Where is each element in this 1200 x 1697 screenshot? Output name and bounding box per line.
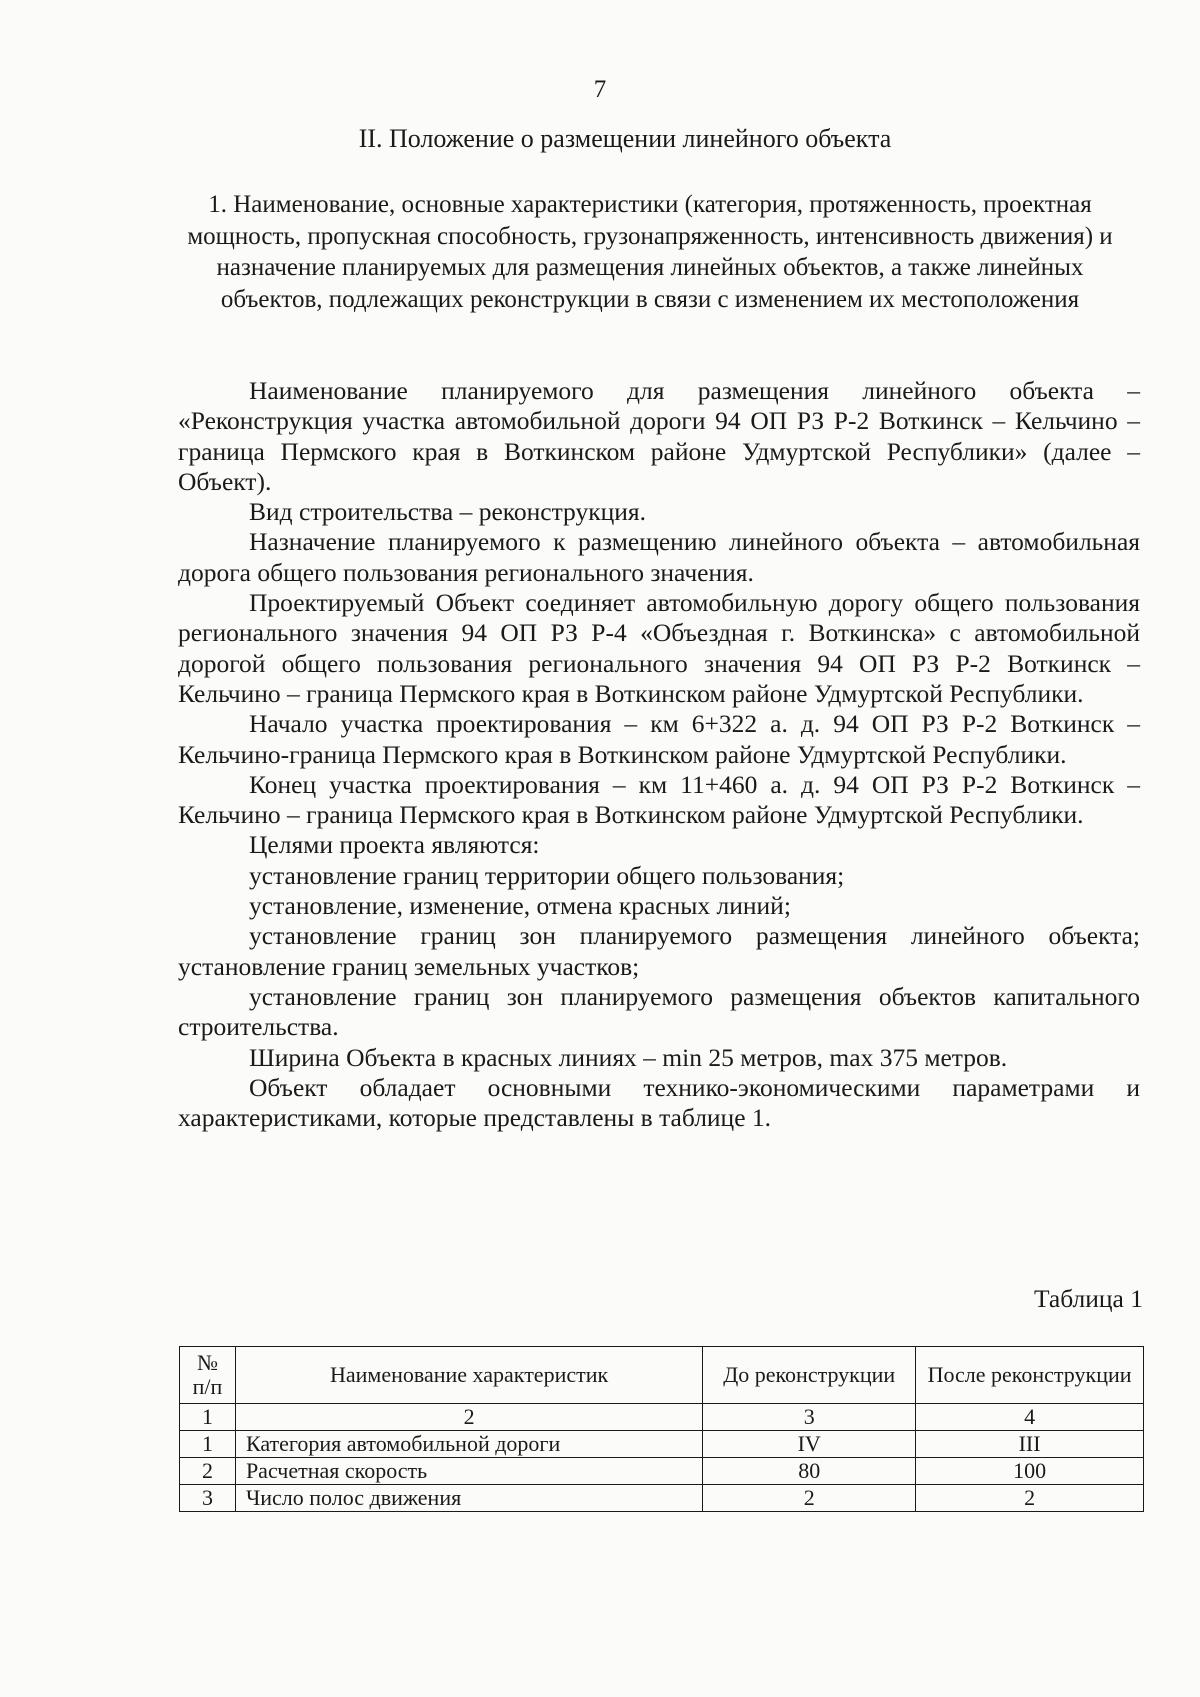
column-number-cell: 2 — [235, 1404, 702, 1431]
before-value-cell: 2 — [703, 1485, 916, 1512]
paragraph: Начало участка проектирования – км 6+322 а. д. 94 ОП РЗ Р-2 Воткинск – Кельчино-граница Пермского края в Воткинском районе Удмуртской Республики. — [178, 709, 1140, 769]
body-text — [178, 376, 1140, 1133]
row-number-cell: 1 — [180, 1431, 236, 1458]
paragraph: установление, изменение, отмена красных линий; — [249, 891, 791, 921]
column-number-cell: 1 — [180, 1404, 236, 1431]
paragraph: Объект обладает основными технико-экономическими параметрами и характеристиками, которые представлены в таблице 1. — [178, 1072, 1140, 1133]
paragraph: Конец участка проектирования – км 11+460 а. д. 94 ОП РЗ Р-2 Воткинск – Кельчино – граница Пермского края в Воткинском районе Удмуртской Республики. — [178, 769, 1140, 830]
after-value-cell: III — [916, 1431, 1144, 1458]
before-value-cell: 80 — [703, 1458, 916, 1485]
page-number: 7 — [593, 76, 607, 103]
header-cell-after: После реконструкции — [916, 1347, 1144, 1404]
header-cell-name: Наименование характеристик — [235, 1347, 702, 1404]
paragraph: установление границ зон планируемого размещения объектов капитального строительства. — [178, 981, 1140, 1042]
characteristic-name-cell: Число полос движения — [235, 1485, 702, 1512]
characteristic-name-cell: Категория автомобильной дороги — [235, 1431, 702, 1458]
table-row — [180, 1431, 1144, 1458]
after-value-cell: 2 — [916, 1485, 1144, 1512]
table-header-row — [180, 1347, 1144, 1404]
paragraph: Наименование планируемого для размещения линейного объекта – «Реконструкция участка автомобильной дороги 94 ОП РЗ Р-2 Воткинск – Кельчино – граница Пермского края в Воткинском районе Удмуртской Республики» (далее – Объект). — [178, 376, 1140, 496]
paragraph: Проектируемый Объект соединяет автомобильную дорогу общего пользования регионального значения 94 ОП РЗ Р-4 «Объездная г. Воткинска» с автомобильной дорогой общего пользования регионального значения 94 ОП РЗ Р-2 Воткинск – Кельчино – граница Пермского края в Воткинском районе Удмуртской Республики. — [178, 588, 1140, 708]
column-number-cell: 4 — [916, 1404, 1144, 1431]
paragraph: Ширина Объекта в красных линиях – min 25 метров, max 375 метров. — [249, 1042, 1008, 1072]
paragraph: установление границ территории общего пользования; — [249, 860, 845, 890]
table-row — [180, 1458, 1144, 1485]
row-number-cell: 3 — [180, 1485, 236, 1512]
characteristic-name-cell: Расчетная скорость — [235, 1458, 702, 1485]
header-cell-number: № п/п — [180, 1347, 236, 1404]
table-caption: Таблица 1 — [1033, 1284, 1143, 1313]
paragraph: установление границ зон планируемого размещения линейного объекта; установление границ земельных участков; — [178, 921, 1140, 981]
after-value-cell: 100 — [916, 1458, 1144, 1485]
column-number-row — [180, 1404, 1144, 1431]
section-title: II. Положение о размещении линейного объекта — [358, 124, 892, 153]
header-cell-before: До реконструкции — [703, 1347, 916, 1404]
before-value-cell: IV — [703, 1431, 916, 1458]
column-number-cell: 3 — [703, 1404, 916, 1431]
table-row — [180, 1485, 1144, 1512]
paragraph: Целями проекта являются: — [249, 830, 540, 860]
characteristics-table — [179, 1346, 1144, 1512]
paragraph: Вид строительства – реконструкция. — [249, 497, 647, 527]
subsection-heading: 1. Наименование, основные характеристики (категория, протяженность, проектная мощность, пропускная способность, грузонапряженность, интенсивность движения) и назначение планируемых для размещения линейных объектов, а также линейных объектов, подлежащих реконструкции в связи с изменением их местоположения — [187, 191, 1113, 313]
paragraph: Назначение планируемого к размещению линейного объекта – автомобильная дорога общего пользования регионального значения. — [178, 527, 1140, 587]
row-number-cell: 2 — [180, 1458, 236, 1485]
